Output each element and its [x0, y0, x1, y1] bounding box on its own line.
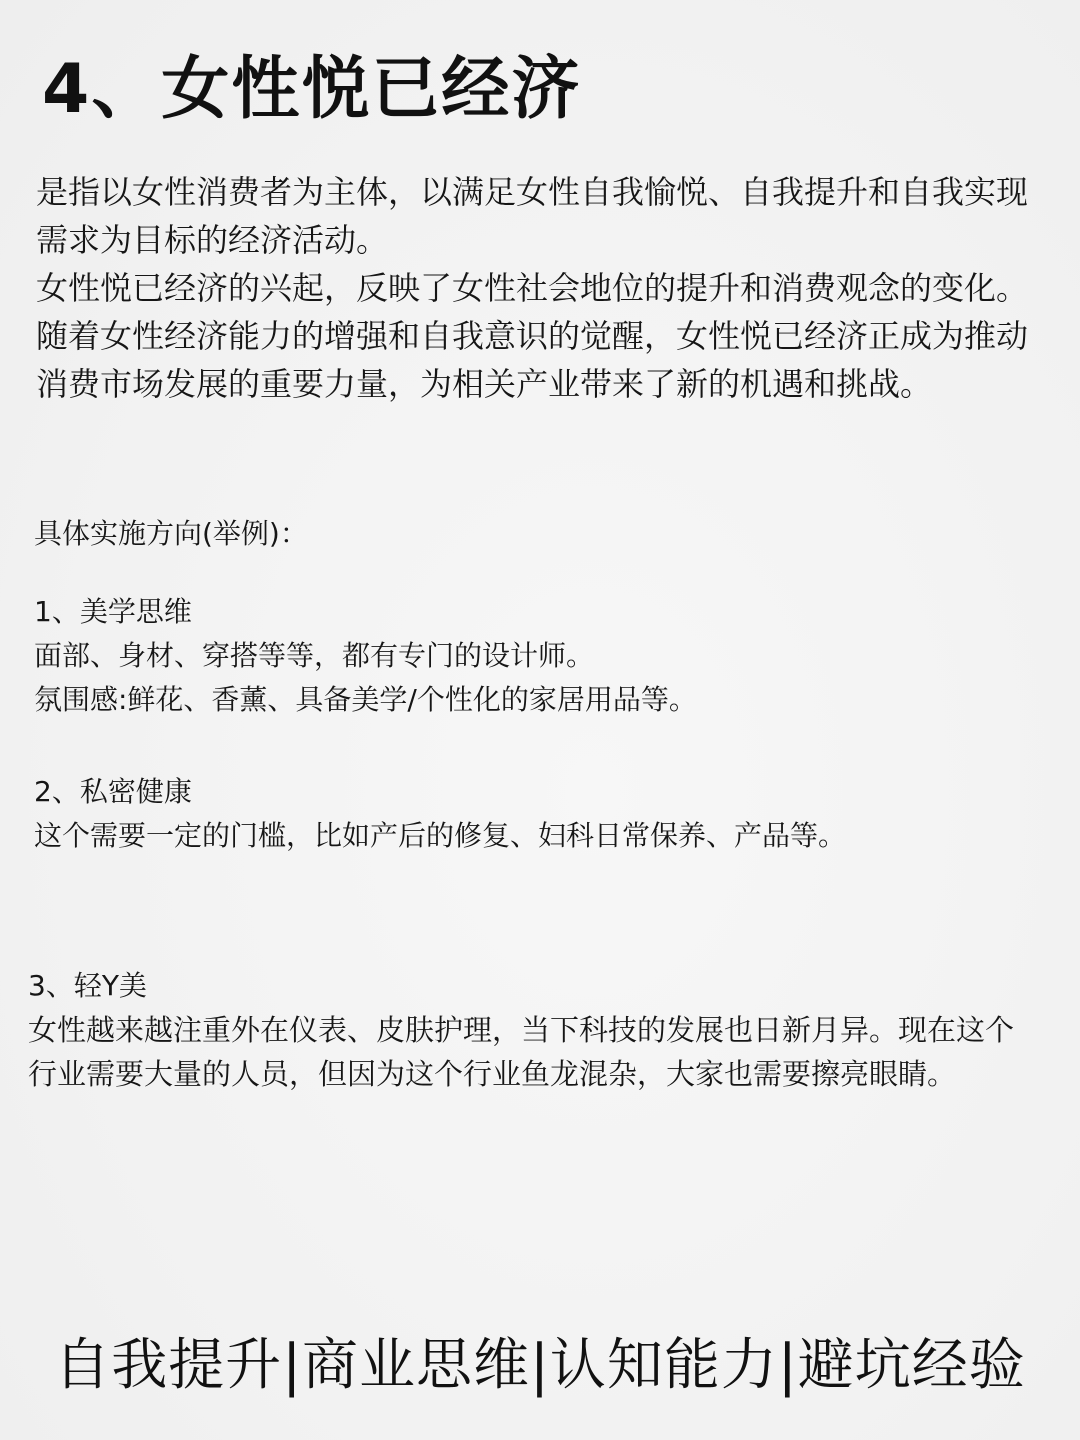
direction-item-heading: 3、轻Y美: [28, 969, 147, 1002]
direction-item-text: 女性越来越注重外在仪表、皮肤护理，当下科技的发展也日新月异。现在这个行业需要大量的人员，但因为这个行业鱼龙混杂，大家也需要擦亮眼睛。: [28, 1013, 1015, 1091]
direction-item-text: 氛围感:鲜花、香薰、具备美学/个性化的家居用品等。: [34, 683, 697, 716]
direction-item-heading: 2、私密健康: [34, 775, 192, 808]
intro-section: [36, 168, 1036, 408]
direction-item: [34, 770, 1044, 858]
direction-item-text: 这个需要一定的门槛，比如产后的修复、妇科日常保养、产品等。: [34, 819, 847, 852]
intro-paragraph: 女性悦已经济的兴起，反映了女性社会地位的提升和消费观念的变化。随着女性经济能力的增强和自我意识的觉醒，女性悦已经济正成为推动消费市场发展的重要力量，为相关产业带来了新的机遇和挑战。: [36, 269, 1029, 403]
direction-item: [28, 964, 1038, 1096]
direction-item: [34, 590, 1044, 722]
direction-item-heading: 1、美学思维: [34, 595, 192, 628]
directions-heading: 具体实施方向(举例)：: [34, 517, 308, 550]
intro-paragraph: 是指以女性消费者为主体，以满足女性自我愉悦、自我提升和自我实现需求为目标的经济活动。: [36, 173, 1029, 259]
page-title: 4、女性悦已经济: [42, 50, 582, 129]
footer-tagline: 自我提升|商业思维|认知能力|避坑经验: [54, 1333, 1026, 1398]
direction-item-text: 面部、身材、穿搭等等，都有专门的设计师。: [34, 639, 595, 672]
